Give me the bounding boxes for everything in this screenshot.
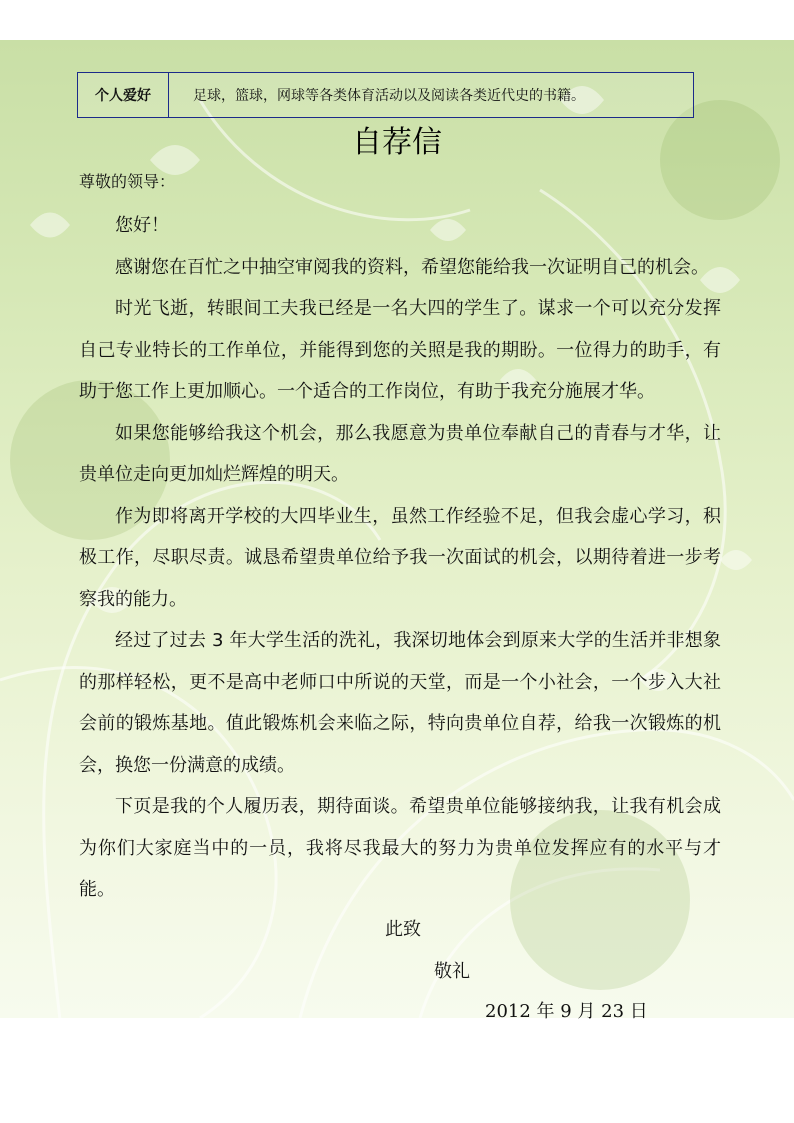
letter-title: 自荐信 xyxy=(352,125,442,160)
hobby-table xyxy=(77,72,694,118)
paragraph: 如果您能够给我这个机会，那么我愿意为贵单位奉献自己的青春与才华，让贵单位走向更加灿烂辉煌的明天。 xyxy=(79,422,721,485)
letter-body xyxy=(79,205,721,911)
paragraph: 感谢您在百忙之中抽空审阅我的资料，希望您能给我一次证明自己的机会。 xyxy=(115,256,709,278)
letter-closing: 此致 xyxy=(385,919,421,940)
letter-greeting: 尊敬的领导： xyxy=(79,172,176,191)
paragraph: 您好！ xyxy=(115,215,169,236)
hobby-label: 个人爱好 xyxy=(78,73,169,117)
letter-date: 2012 年 9 月 23 日 xyxy=(485,1001,648,1022)
letter-regards: 敬礼 xyxy=(434,961,470,982)
paragraph: 作为即将离开学校的大四毕业生，虽然工作经验不足，但我会虚心学习，积极工作，尽职尽责。诚恳希望贵单位给予我一次面试的机会，以期待着进一步考察我的能力。 xyxy=(79,505,721,610)
hobby-value: 足球，篮球，网球等各类体育活动以及阅读各类近代史的书籍。 xyxy=(193,88,585,104)
paragraph: 时光飞逝，转眼间工夫我已经是一名大四的学生了。谋求一个可以充分发挥自己专业特长的工作单位，并能得到您的关照是我的期盼。一位得力的助手，有助于您工作上更加顺心。一个适合的工作岗位，有助于我充分施展才华。 xyxy=(79,298,721,402)
paragraph: 下页是我的个人履历表，期待面谈。希望贵单位能够接纳我，让我有机会成为你们大家庭当中的一员，我将尽我最大的努力为贵单位发挥应有的水平与才能。 xyxy=(79,796,721,900)
paragraph: 经过了过去 3 年大学生活的洗礼，我深切地体会到原来大学的生活并非想象的那样轻松，更不是高中老师口中所说的天堂，而是一个小社会，一个步入大社会前的锻炼基地。值此锻炼机会来临之际，特向贵单位自荐，给我一次锻炼的机会，换您一份满意的成绩。 xyxy=(79,630,721,776)
